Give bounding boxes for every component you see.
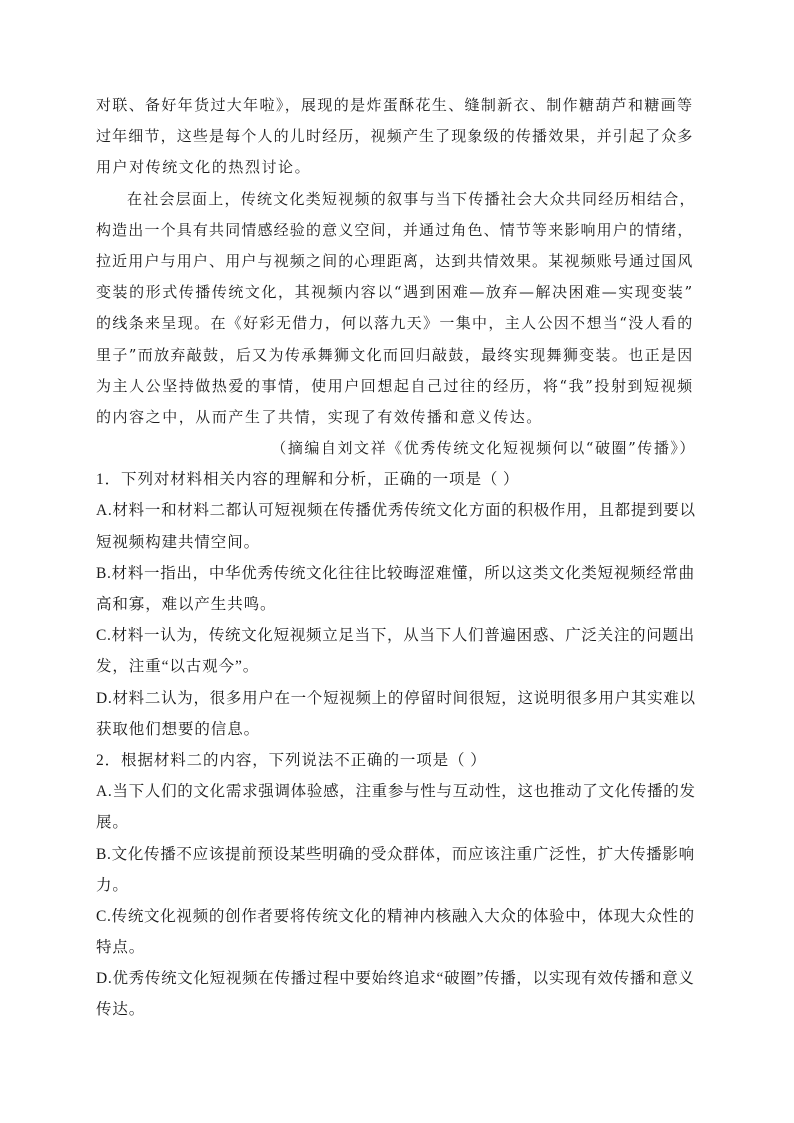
text-line: 过年细节，这些是每个人的儿时经历，视频产生了现象级的传播效果，并引起了众多 (96, 127, 694, 146)
text-line: 的线条来呈现。在《好彩无借力，何以落九天》一集中，主人公因不想当“没人看的 (96, 314, 694, 333)
option-d (96, 963, 696, 1025)
option-text-line: D.材料二认为，很多用户在一个短视频上的停留时间很短，这说明很多用户其实难以 (96, 689, 696, 707)
option-text-line: 展。 (96, 814, 129, 832)
option-text-line: 力。 (96, 876, 129, 894)
text-line: 为主人公坚持做热爱的事情，使用户回想起自己过往的经历，将“我”投射到短视频 (96, 376, 694, 395)
passage-paragraph-1 (96, 90, 696, 184)
option-text-line: D.优秀传统文化短视频在传播过程中要始终追求“破圈”传播，以实现有效传播和意义 (96, 970, 695, 988)
option-text-line: C.传统文化视频的创作者要将传统文化的精神内核融入大众的体验中，体现大众性的 (96, 907, 695, 925)
text-line: 拉近用户与用户、用户与视频之间的心理距离，达到共情效果。某视频账号通过国风 (96, 251, 694, 270)
option-text-line: 特点。 (96, 939, 146, 957)
source-citation: （摘编自刘文祥《优秀传统文化短视频何以“破圈”传播》） (271, 439, 696, 458)
reading-passage (96, 90, 696, 464)
question-stem: 1．下列对材料相关内容的理解和分析，正确的一项是（ ） (96, 471, 520, 489)
option-b (96, 558, 696, 620)
option-text-line: 获取他们想要的信息。 (96, 720, 261, 738)
option-text-line: 短视频构建共情空间。 (96, 533, 261, 551)
text-line: 用户对传统文化的热烈讨论。 (96, 158, 312, 177)
option-a (96, 495, 696, 557)
option-text-line: B.文化传播不应该提前预设某些明确的受众群体，而应该注重广泛性，扩大传播影响 (96, 845, 695, 863)
question-1 (96, 464, 696, 745)
option-text-line: 高和寡，难以产生共鸣。 (96, 596, 277, 613)
text-line: 在社会层面上，传统文化类短视频的叙事与当下传播社会大众共同经历相结合， (127, 189, 696, 208)
option-text-line: A.当下人们的文化需求强调体验感，注重参与性与互动性，这也推动了文化传播的发 (96, 783, 696, 801)
question-stem: 2．根据材料二的内容，下列说法不正确的一项是（ ） (96, 751, 487, 769)
option-text-line: A.材料一和材料二都认可短视频在传播优秀传统文化方面的积极作用，且都提到要以 (96, 502, 696, 520)
text-line: 变装的形式传播传统文化，其视频内容以“遇到困难—放弃—解决困难—实现变装” (96, 283, 694, 302)
question-2 (96, 745, 696, 1026)
option-b (96, 839, 696, 901)
option-c (96, 620, 696, 682)
option-text-line: 传达。 (96, 1001, 146, 1019)
option-text-line: 发，注重“以古观今”。 (96, 658, 260, 676)
text-line: 对联、备好年货过大年啦》，展现的是炸蛋酥花生、缝制新衣、制作糖葫芦和糖画等 (96, 96, 694, 114)
text-line: 构造出一个具有共同情感经验的意义空间，并通过角色、情节等来影响用户的情绪， (96, 220, 694, 239)
option-text-line: C.材料一认为，传统文化短视频立足当下，从当下人们普遍困惑、广泛关注的问题出 (96, 627, 695, 645)
option-a (96, 776, 696, 838)
document-page (96, 90, 696, 1026)
text-line: 的内容之中，从而产生了共情，实现了有效传播和意义传达。 (96, 407, 543, 426)
question-list (96, 464, 696, 1025)
option-d (96, 683, 696, 745)
option-c (96, 901, 696, 963)
option-text-line: B.材料一指出，中华优秀传统文化往往比较晦涩难懂，所以这类文化类短视频经常曲 (96, 564, 695, 582)
text-line: 里子”而放弃敲鼓，后又为传承舞狮文化而回归敲鼓，最终实现舞狮变装。也正是因 (96, 345, 694, 364)
passage-paragraph-2 (96, 184, 696, 434)
